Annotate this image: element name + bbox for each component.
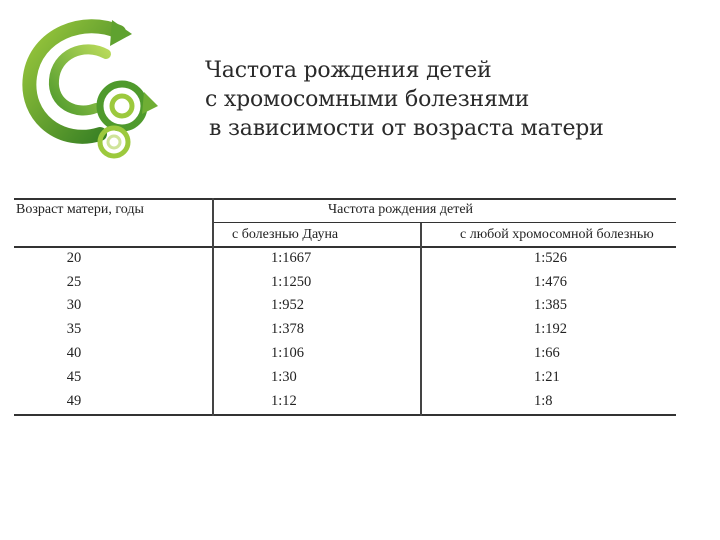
down-frequency-cell: 1:12 [271, 393, 297, 409]
any-frequency-cell: 1:66 [534, 345, 560, 361]
group-header-rule [214, 222, 676, 223]
down-frequency-cell: 1:952 [271, 297, 305, 313]
age-cell: 40 [66, 345, 82, 361]
title-line-1: Частота рождения детей [205, 58, 492, 83]
any-frequency-cell: 1:526 [534, 250, 568, 266]
header-bottom-rule [14, 246, 676, 248]
column-divider-2 [420, 223, 422, 416]
swirl-logo-icon [14, 14, 164, 164]
down-frequency-cell: 1:1250 [271, 274, 312, 290]
age-cell: 20 [66, 250, 82, 266]
header-down-syndrome: с болезнью Дауна [232, 227, 339, 242]
age-cell: 45 [66, 369, 82, 385]
chromosome-disease-table [14, 198, 676, 416]
any-frequency-cell: 1:21 [534, 369, 560, 385]
table-top-rule [14, 198, 676, 200]
age-cell: 25 [66, 274, 82, 290]
any-frequency-cell: 1:8 [534, 393, 553, 409]
column-divider-1 [212, 198, 214, 416]
header-birth-frequency: Частота рождения детей [328, 202, 474, 217]
down-frequency-cell: 1:1667 [271, 250, 312, 266]
down-frequency-cell: 1:30 [271, 369, 297, 385]
header-mother-age: Возраст матери, годы [16, 202, 144, 217]
page-title [205, 56, 685, 143]
down-frequency-cell: 1:378 [271, 321, 305, 337]
down-frequency-cell: 1:106 [271, 345, 305, 361]
age-cell: 35 [66, 321, 82, 337]
any-frequency-cell: 1:192 [534, 321, 568, 337]
header-any-chromosome-disease: с любой хромосомной болезнью [460, 227, 654, 242]
age-cell: 30 [66, 297, 82, 313]
any-frequency-cell: 1:476 [534, 274, 568, 290]
any-frequency-cell: 1:385 [534, 297, 568, 313]
title-line-3: в зависимости от возраста матери [209, 116, 604, 141]
table-bottom-rule [14, 414, 676, 416]
title-line-2: с хромосомными болезнями [205, 87, 530, 112]
age-cell: 49 [66, 393, 82, 409]
